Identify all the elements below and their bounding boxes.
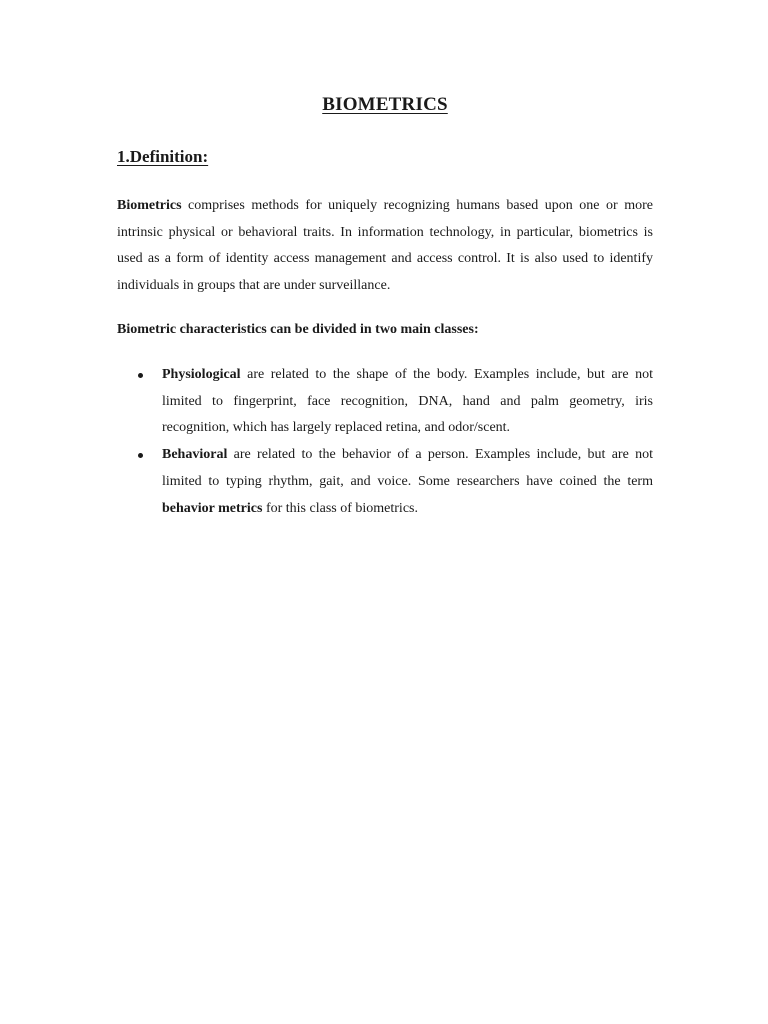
bullet-icon (138, 373, 143, 378)
physiological-text: are related to the shape of the body. Examples include, but are not limited to fingerprint, face recognition, DNA, hand and palm geometry, iris recognition, which has largely replaced retina, and odor/scent. (162, 367, 653, 436)
classes-lead-text: Biometric characteristics can be divided in two main classes: (117, 322, 479, 337)
list-item-physiological (117, 362, 653, 442)
classes-list (117, 362, 653, 522)
section-heading: 1.Definition: (117, 147, 209, 166)
document-title: BIOMETRICS (322, 94, 448, 115)
definition-paragraph (117, 193, 653, 300)
physiological-term: Physiological (162, 367, 241, 382)
behavior-metrics-term: behavior metrics (162, 500, 263, 516)
behavioral-text-after: for this class of biometrics. (262, 500, 418, 516)
definition-text: comprises methods for uniquely recognizing humans based upon one or more intrinsic physical or behavioral traits. In information technology, in particular, biometrics is used as a form of identity access management and access control. It is also used to identify individuals in groups that are under surveillance. (117, 198, 653, 294)
definition-term: Biometrics (117, 198, 182, 213)
behavioral-text-before: are related to the behavior of a person. Examples include, but are not limited to typing rhythm, gait, and voice. Some researchers have coined the term (162, 447, 653, 489)
bullet-icon (138, 453, 143, 458)
behavioral-term: Behavioral (162, 447, 228, 463)
list-item-behavioral (117, 442, 653, 522)
